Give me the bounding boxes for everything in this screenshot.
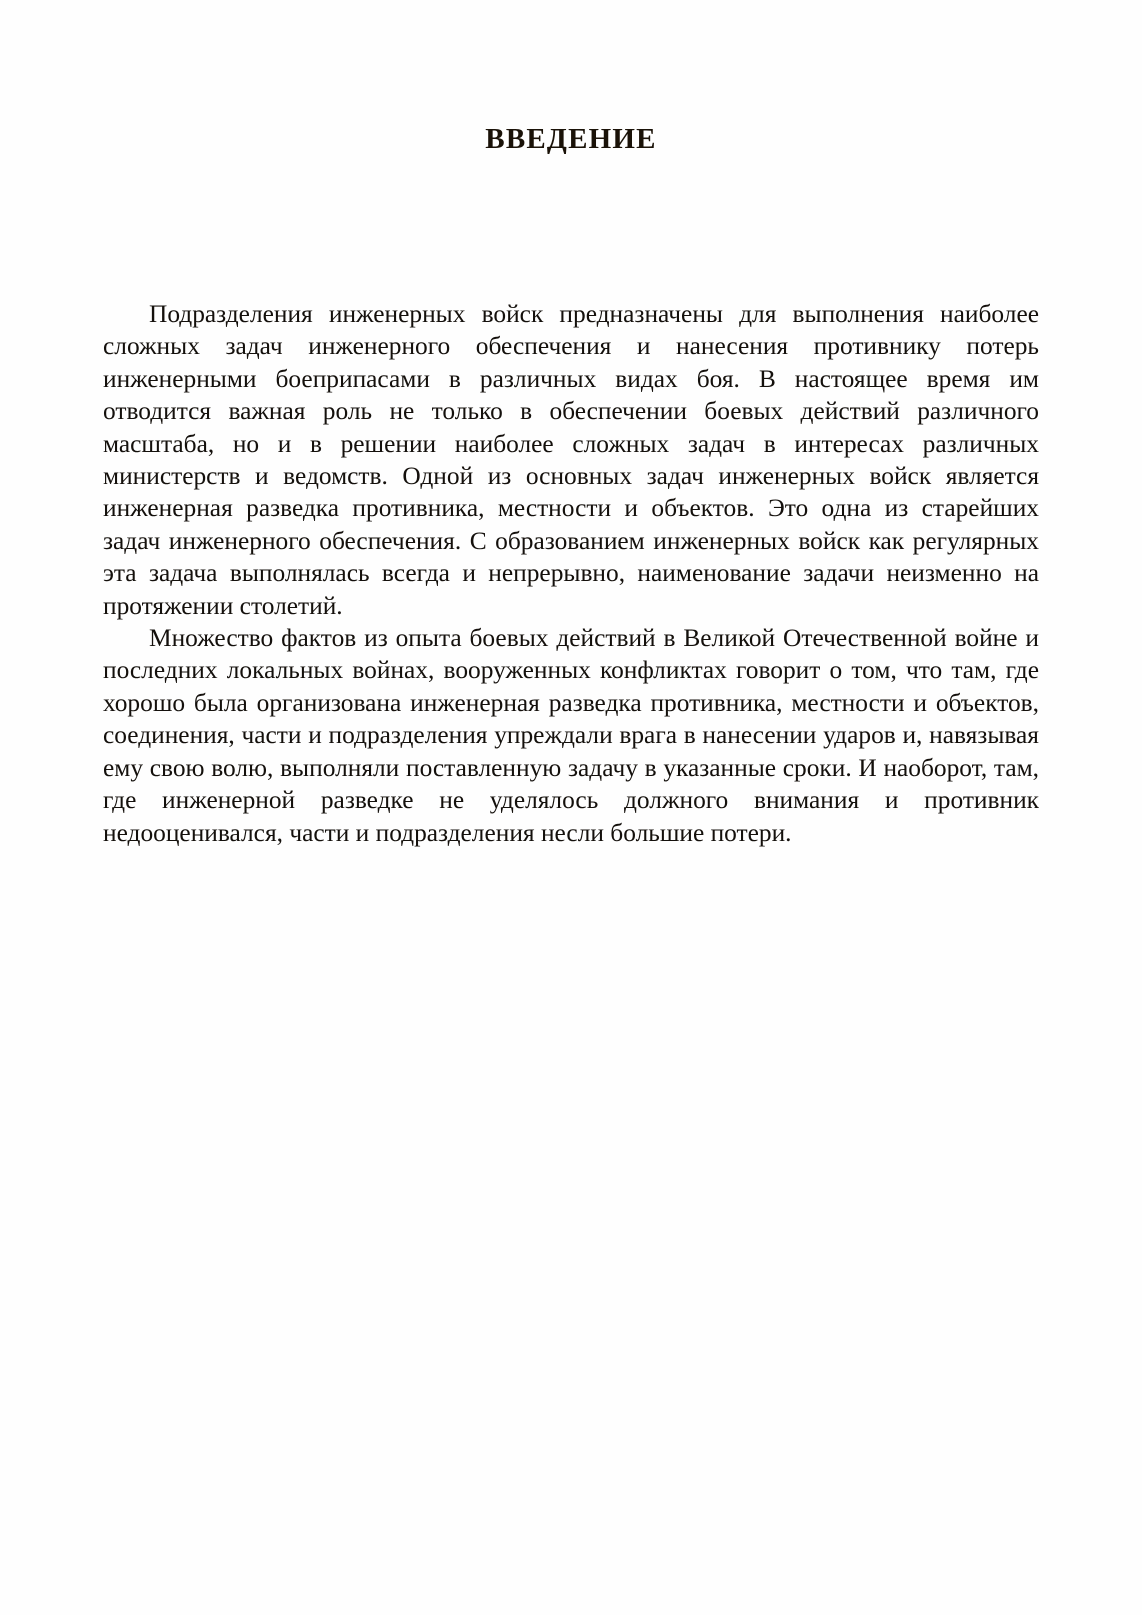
body-text-block [103, 298, 1039, 849]
paragraph-2: Множество фактов из опыта боевых действий в Великой Отечественной войне и последних локальных войнах, вооруженных конфликтах говорит о том, что там, где хорошо была организована инженерная разведка противника, местности и объектов, соединения, части и подразделения упреждали врага в нанесении ударов и, навязывая ему свою волю, выполняли поставленную задачу в указанные сроки. И наоборот, там, где инженерной разведке не уделялось должного внимания и противник недооценивался, части и подразделения несли большие потери. [103, 624, 1039, 847]
paragraph-1: Подразделения инженерных войск предназначены для выполнения наиболее сложных задач инженерного обеспечения и нанесения противнику потерь инженерными боеприпасами в различных видах боя. В настоящее время им отводится важная роль не только в обеспечении боевых действий различного масштаба, но и в решении наиболее сложных задач в интересах различных министерств и ведомств. Одной из основных задач инженерных войск является инженерная разведка противника, местности и объектов. Это одна из старейших задач инженерного обеспечения. С образованием инженерных войск как регулярных эта задача выполнялась всегда и непрерывно, наименование задачи неизменно на протяжении столетий. [103, 300, 1039, 620]
page-title: ВВЕДЕНИЕ [485, 123, 657, 156]
